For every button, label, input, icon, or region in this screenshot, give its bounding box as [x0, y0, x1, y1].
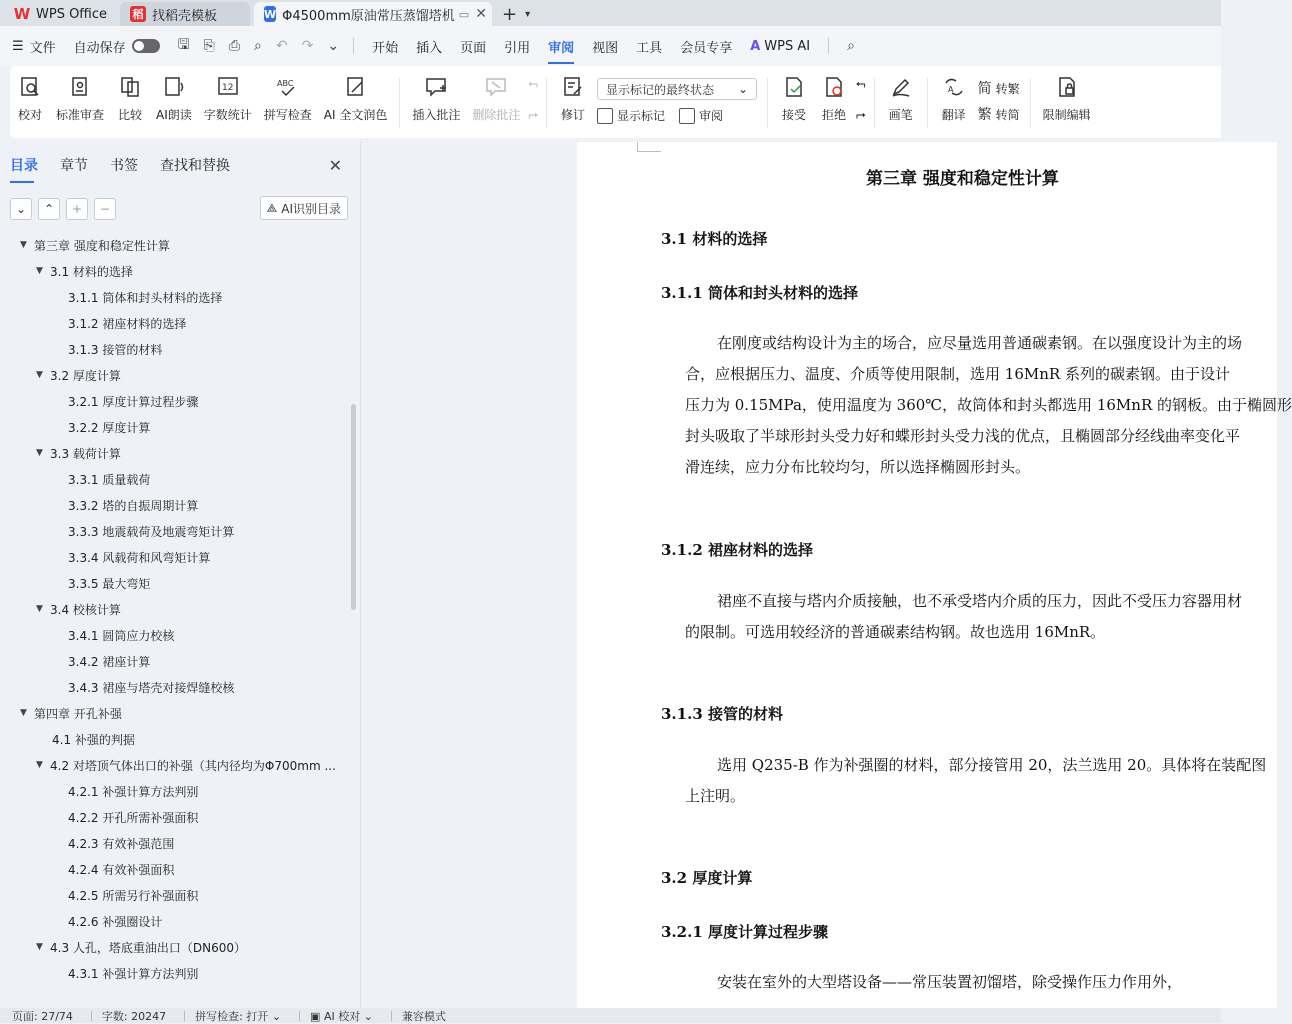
pen-button[interactable]: 画笔	[881, 72, 921, 138]
menu-start[interactable]: 开始	[372, 40, 399, 56]
toc-item-label: 3.4.2 裙座计算	[68, 654, 151, 669]
toc-item-label: 3.3.5 最大弯矩	[68, 576, 151, 591]
translate-button[interactable]: A 翻译	[934, 72, 974, 138]
toc-item[interactable]	[0, 960, 350, 986]
toc-item-label: 3.3.4 风载荷和风弯矩计算	[68, 550, 211, 565]
section-heading: 3.2 厚度计算	[661, 869, 753, 887]
print-icon[interactable]: ⎙	[228, 38, 241, 54]
toc-item-label: 3.1.1 筒体和封头材料的选择	[68, 290, 223, 305]
redo-icon[interactable]: ↷	[301, 38, 314, 54]
toc-item-label: 3.3 载荷计算	[50, 446, 121, 461]
divider	[399, 78, 400, 128]
toc-item[interactable]	[0, 466, 350, 492]
insert-comment-icon	[422, 72, 450, 102]
search-icon[interactable]: ⌕	[847, 38, 855, 54]
convert-group	[974, 72, 1024, 138]
toc-item-label: 3.4.3 裙座与塔壳对接焊缝校核	[68, 680, 235, 695]
collapse-up-icon[interactable]: ⌃	[38, 198, 60, 220]
chevron-down-icon: ⌄	[271, 1009, 282, 1023]
spell-check-indicator[interactable]: 拼写检查: 打开 ⌄	[195, 1009, 282, 1023]
toc-item[interactable]	[0, 648, 350, 674]
divider	[91, 1011, 92, 1021]
divider	[767, 78, 768, 128]
toc-item-label: 4.2.5 所需另行补强面积	[68, 888, 199, 903]
proofread-icon	[16, 72, 44, 102]
file-menu[interactable]: ☰ 文件	[12, 38, 56, 56]
new-tab[interactable]	[502, 2, 538, 26]
subsection-heading: 3.1.2 裙座材料的选择	[661, 541, 813, 559]
menu-tools[interactable]: 工具	[636, 40, 663, 56]
tab-chapters[interactable]: 章节	[60, 158, 88, 174]
close-icon[interactable]: ✕	[328, 156, 342, 175]
review-ribbon	[10, 66, 1221, 138]
toc-item[interactable]	[0, 362, 350, 388]
chevron-down-icon: ⌄	[363, 1009, 373, 1023]
ai-polish-button[interactable]: AI 全文润色	[318, 72, 394, 138]
word-count-icon	[214, 72, 242, 102]
spell-check-icon	[274, 72, 302, 102]
toc-item[interactable]	[0, 934, 350, 960]
tab-wps-office[interactable]	[4, 2, 116, 26]
status-bar	[0, 1008, 1221, 1023]
chevron-down-icon[interactable]: ▾	[525, 8, 531, 20]
toc-item[interactable]	[0, 674, 350, 700]
toc-item-label: 4.2.6 补强圈设计	[68, 914, 163, 929]
paragraph: 在刚度或结构设计为主的场合，应尽量选用普通碳素钢。在以强度设计为主的场 合，应根据压力、温度、介质等使用限制，选用 16MnR 系列的碳素钢。由于设计 压力为 0.15MPa，使用温度为 360℃，故筒体和封头都选用 16MnR 的钢板。由于椭圆形 封头吸取了半球形封头受力好和蝶形封头受力浅的优点，且椭圆部分经线曲率变化平 滑连续，应力分布比较均匀，所以选择椭圆形封头。	[685, 334, 1292, 476]
prev-revision-icon[interactable]: ⮢	[856, 76, 866, 90]
reject-icon	[820, 72, 848, 102]
scrollbar[interactable]	[351, 404, 356, 610]
toc-item[interactable]	[0, 830, 350, 856]
tab-bookmarks[interactable]: 书签	[110, 158, 138, 174]
undo-icon[interactable]: ↶	[275, 38, 288, 54]
wps-ai-icon: A	[750, 38, 761, 54]
divider	[828, 38, 829, 54]
toc-item-label: 4.2.3 有效补强范围	[68, 836, 175, 851]
toc-item-label: 4.2 对塔顶气体出口的补强（其内径均为Φ700mm ...	[50, 758, 336, 773]
plus-icon[interactable]: +	[502, 3, 518, 25]
expand-arrow-icon[interactable]: ▼	[36, 370, 43, 380]
divider	[299, 1011, 300, 1021]
toc-item[interactable]	[0, 778, 350, 804]
expand-arrow-icon[interactable]: ▼	[20, 708, 27, 718]
writer-logo-icon: W	[264, 7, 277, 21]
svg-text:12: 12	[221, 83, 234, 93]
toc-item-label: 3.3.1 质量载荷	[68, 472, 151, 487]
compare-button[interactable]: 比较	[110, 72, 150, 138]
restrict-edit-button[interactable]: 限制编辑	[1037, 72, 1097, 138]
divider	[874, 78, 875, 128]
navigation-pane	[0, 142, 361, 1008]
expand-arrow-icon[interactable]: ▼	[36, 604, 43, 614]
toc-item-label: 3.2.2 厚度计算	[68, 420, 151, 435]
paragraph: 选用 Q235-B 作为补强圈的材料，部分接管用 20，法兰选用 20。具体将在装配图 上注明。	[685, 756, 1267, 805]
pen-icon	[887, 72, 915, 102]
ai-read-button[interactable]: AI朗读	[150, 72, 198, 138]
revise-button[interactable]: 修订	[553, 72, 593, 138]
expand-arrow-icon[interactable]: ▼	[20, 240, 27, 250]
ai-check-icon: ▣	[310, 1009, 321, 1023]
chevron-down-icon: ⌄	[737, 82, 749, 96]
paragraph: 安装在室外的大型塔设备——常压装置初馏塔，除受操作压力作用外，	[717, 973, 1183, 991]
toc-item-label: 3.1.2 裙座材料的选择	[68, 316, 187, 331]
toc-item[interactable]	[0, 752, 350, 778]
ai-toc-button[interactable]: ⟁ AI识别目录	[260, 196, 348, 220]
plus-icon[interactable]: +	[66, 198, 88, 220]
toc-item[interactable]	[0, 856, 350, 882]
autosave-toggle[interactable]: 自动保存	[74, 37, 160, 56]
toc-item-label: 3.4 校核计算	[50, 602, 121, 617]
lock-document-icon	[1053, 72, 1081, 102]
docer-logo-icon: 稻	[130, 6, 146, 22]
toc-item[interactable]	[0, 518, 350, 544]
menu-wps-ai[interactable]: A WPS AI	[750, 38, 811, 54]
expand-arrow-icon[interactable]: ▼	[36, 760, 43, 770]
reject-button[interactable]: 拒绝	[814, 72, 854, 138]
tab-toc[interactable]: 目录	[10, 155, 38, 175]
divider	[1030, 78, 1031, 128]
spell-check-button[interactable]: ABC 拼写检查	[258, 72, 318, 138]
delete-comment-button[interactable]: 删除批注	[466, 72, 526, 138]
toc-item-label: 4.2.2 开孔所需补强面积	[68, 810, 199, 825]
monitor-icon[interactable]: ▭	[458, 7, 470, 21]
standard-review-button[interactable]: 标准审查	[50, 72, 110, 138]
margin-corner-mark	[637, 142, 661, 152]
toc-item-label: 4.2.4 有效补强面积	[68, 862, 175, 877]
hamburger-icon: ☰	[12, 38, 24, 54]
insert-comment-button[interactable]: 插入批注	[406, 72, 466, 138]
toc-item-label: 4.2.1 补强计算方法判别	[68, 784, 199, 799]
toc-item[interactable]	[0, 726, 350, 752]
revise-icon	[559, 72, 587, 102]
next-comment-icon[interactable]: ⮣	[528, 107, 539, 121]
ai-read-icon	[160, 72, 188, 102]
show-markup-button[interactable]: 显示标记	[597, 107, 665, 124]
toc-item[interactable]	[0, 596, 350, 622]
toc-item-label: 第四章 开孔补强	[34, 706, 122, 721]
show-markup-icon	[597, 108, 613, 124]
ai-check-indicator[interactable]: ▣ AI 校对 ⌄	[310, 1009, 373, 1023]
proofread-button[interactable]: 校对	[10, 72, 50, 138]
document-page[interactable]	[577, 142, 1292, 1008]
save-icon[interactable]: 🖫	[177, 37, 190, 53]
chapter-title: 第三章 强度和稳定性计算	[866, 169, 1059, 189]
menu-page[interactable]: 页面	[460, 40, 487, 56]
markup-state-select[interactable]: 显示标记的最终状态 ⌄	[597, 78, 757, 100]
divider	[353, 38, 354, 54]
tab-title: 找稻壳模板	[152, 8, 218, 24]
standard-review-icon	[66, 72, 94, 102]
toc-item-label: 3.3.3 地震载荷及地震弯矩计算	[68, 524, 235, 539]
paragraph: 裙座不直接与塔内介质接触，也不承受塔内介质的压力，因此不受压力容器用材 的限制。可选用较经济的普通碳素结构钢。故也选用 16MnR。	[685, 592, 1243, 641]
simplified-char-icon: 简	[977, 81, 992, 97]
page-indicator[interactable]: 页面: 27/74	[12, 1009, 73, 1023]
expand-arrow-icon[interactable]: ▼	[36, 266, 43, 276]
toc-item[interactable]	[0, 284, 350, 310]
close-icon[interactable]: ✕	[475, 6, 487, 22]
pane-tabs	[0, 142, 360, 188]
svg-text:ABC: ABC	[276, 79, 294, 88]
subsection-heading: 3.1.1 筒体和封头材料的选择	[661, 284, 858, 302]
toc-item-label: 4.3 人孔，塔底重油出口（DN600）	[50, 940, 247, 955]
next-revision-icon[interactable]: ⮣	[856, 107, 866, 121]
toc-item[interactable]	[0, 622, 350, 648]
toc-item[interactable]	[0, 804, 350, 830]
menu-bar	[0, 26, 1221, 66]
menu-insert[interactable]: 插入	[416, 40, 443, 56]
toc-item-label: 第三章 强度和稳定性计算	[34, 238, 170, 253]
toc-item[interactable]	[0, 414, 350, 440]
menu-reference[interactable]: 引用	[504, 40, 531, 56]
divider	[927, 78, 928, 128]
toc-item[interactable]	[0, 544, 350, 570]
toc-item-label: 3.1.3 接管的材料	[68, 342, 163, 357]
divider	[391, 1011, 392, 1021]
prev-comment-icon[interactable]: ⮢	[528, 76, 539, 90]
svg-text:A: A	[947, 85, 954, 94]
ai-polish-icon	[342, 72, 370, 102]
print-preview-icon[interactable]: ⌕	[254, 38, 262, 54]
menu-member[interactable]: 会员专享	[680, 40, 733, 56]
word-count-button[interactable]: 12 字数统计	[198, 72, 258, 138]
to-simplified-button[interactable]: 繁 转简	[978, 104, 1020, 124]
revision-nav	[854, 72, 868, 138]
tab-title: Φ4500mm原油常压蒸馏塔机	[282, 8, 455, 24]
toc-item[interactable]	[0, 232, 350, 258]
tab-find-replace[interactable]: 查找和替换	[160, 158, 230, 174]
menu-review[interactable]: 审阅	[548, 37, 574, 56]
delete-comment-icon	[482, 72, 510, 102]
toc-item-label: 3.2.1 厚度计算过程步骤	[68, 394, 199, 409]
toc-item[interactable]	[0, 908, 350, 934]
toc-item[interactable]	[0, 336, 350, 362]
more-chevron-icon[interactable]: ⌄	[327, 38, 340, 54]
toc-item-label: 4.3.1 补强计算方法判别	[68, 966, 199, 981]
toc-item-label: 3.2 厚度计算	[50, 368, 121, 383]
section-heading: 3.1 材料的选择	[661, 230, 768, 248]
review-pane-button[interactable]: 审阅	[679, 107, 723, 124]
compare-icon	[116, 72, 144, 102]
divider	[184, 1011, 185, 1021]
document-area	[362, 142, 1292, 1008]
toggle-switch[interactable]	[132, 39, 160, 53]
toc-item[interactable]	[0, 310, 350, 336]
toc-item[interactable]	[0, 440, 350, 466]
compat-mode-indicator: 兼容模式	[401, 1009, 446, 1023]
accept-icon	[780, 72, 808, 102]
toc-item[interactable]	[0, 492, 350, 518]
markup-group	[593, 72, 761, 138]
toc-item-label: 3.3.2 塔的自振周期计算	[68, 498, 199, 513]
ai-icon: ⟁	[266, 200, 278, 215]
toc-item-label: 4.1 补强的判据	[52, 732, 135, 747]
tab-document[interactable]	[254, 2, 492, 26]
accept-button[interactable]: 接受	[774, 72, 814, 138]
expand-arrow-icon[interactable]: ▼	[36, 448, 43, 458]
toc-list	[0, 232, 350, 1008]
toc-item-label: 3.4.1 圆筒应力校核	[68, 628, 175, 643]
toc-item[interactable]	[0, 258, 350, 284]
tab-template[interactable]	[120, 2, 250, 26]
toc-item[interactable]	[0, 388, 350, 414]
wps-logo-icon: W	[13, 5, 31, 23]
subsection-heading: 3.2.1 厚度计算过程步骤	[661, 923, 828, 941]
tab-title: WPS Office	[36, 6, 108, 22]
to-traditional-button[interactable]: 简 转繁	[978, 78, 1020, 98]
share-icon[interactable]: ⎘	[203, 38, 215, 54]
toc-item[interactable]	[0, 882, 350, 908]
comment-nav	[526, 72, 540, 138]
review-pane-icon	[679, 108, 695, 124]
minus-icon[interactable]: −	[94, 198, 116, 220]
divider	[546, 78, 547, 128]
menu-view[interactable]: 视图	[592, 40, 619, 56]
toc-item[interactable]	[0, 570, 350, 596]
tab-bar	[0, 0, 1221, 26]
expand-arrow-icon[interactable]: ▼	[36, 942, 43, 952]
toc-item-label: 3.1 材料的选择	[50, 264, 133, 279]
word-count-indicator[interactable]: 字数: 20247	[101, 1009, 167, 1023]
subsection-heading: 3.1.3 接管的材料	[661, 705, 783, 723]
expand-down-icon[interactable]: ⌄	[10, 198, 32, 220]
toc-item[interactable]	[0, 700, 350, 726]
traditional-char-icon: 繁	[977, 107, 992, 123]
translate-icon	[940, 72, 968, 102]
